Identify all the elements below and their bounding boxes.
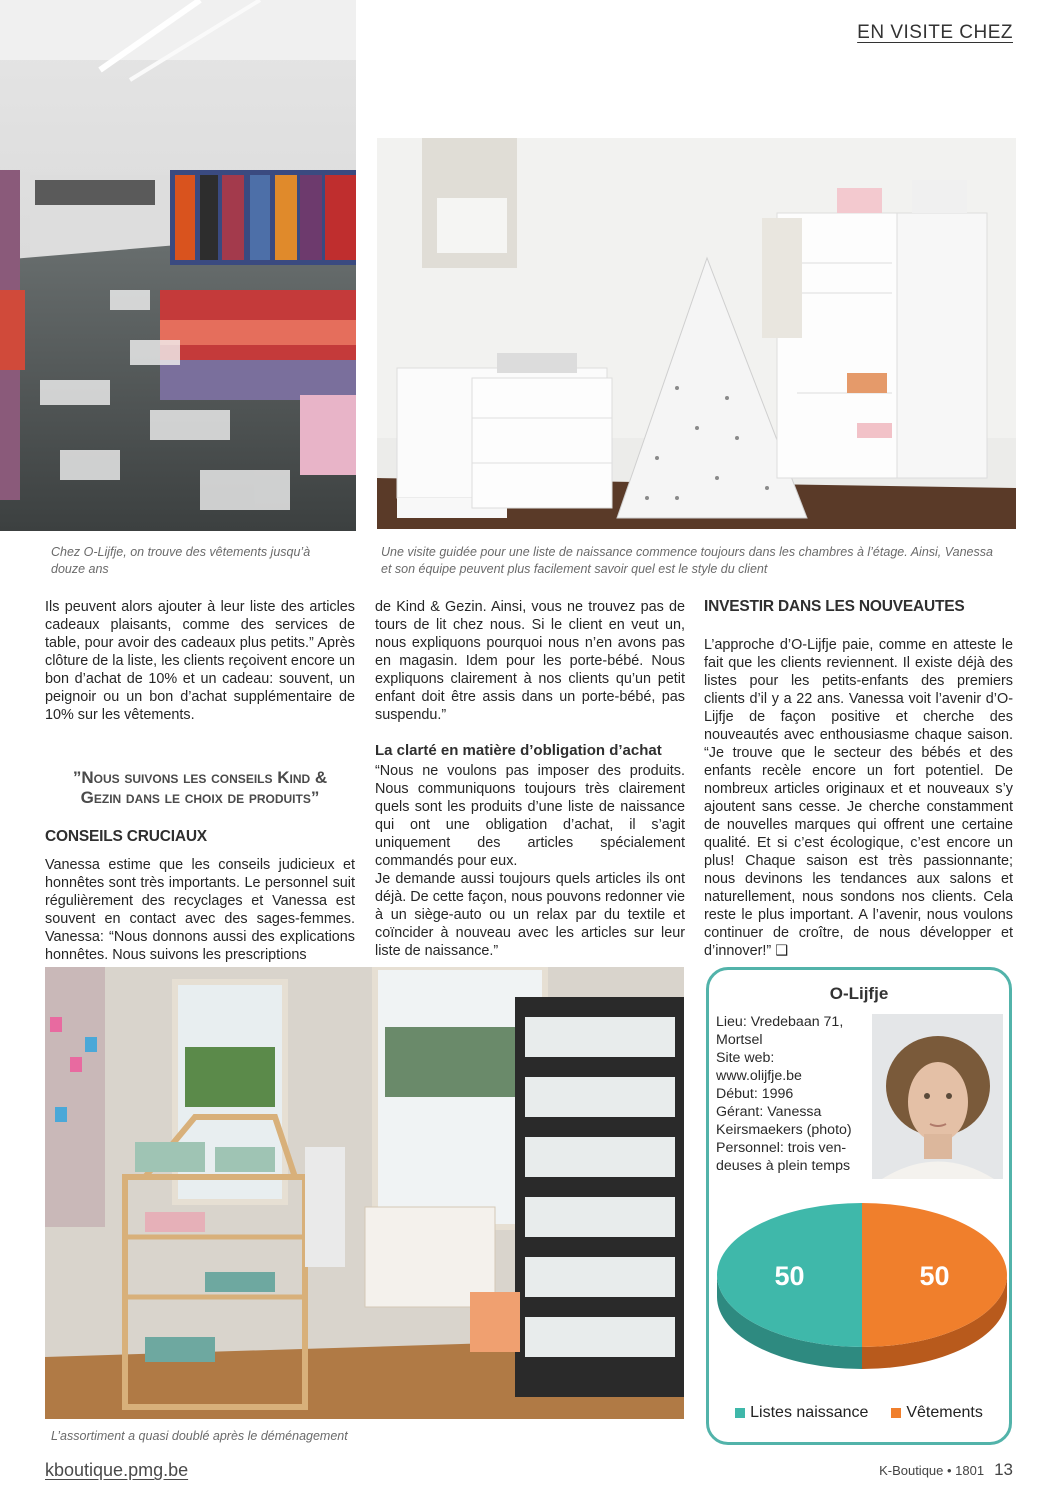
info-line: Gérant: Vanessa	[716, 1104, 822, 1120]
column-3	[704, 598, 1013, 960]
info-box-details	[716, 1013, 866, 1175]
info-box	[706, 967, 1012, 1445]
info-line: Lieu: Vredebaan 71,	[716, 1014, 844, 1030]
heading-investir: INVESTIR DANS LES NOUVEAUTES	[704, 598, 965, 615]
chart-legend	[709, 1404, 1009, 1422]
info-line: Site web:	[716, 1050, 775, 1066]
shop-caption: L’assortiment a quasi doublé après le déménagement	[51, 1429, 348, 1443]
legend-swatch-vetements	[891, 1408, 901, 1418]
pull-quote: ”Nous suivons les conseils Kind & Gezin dans le choix de produits”	[72, 768, 328, 807]
info-line: Début: 1996	[716, 1086, 794, 1102]
legend-label-vetements: Vêtements	[906, 1404, 983, 1421]
col2-paragraph-2: “Nous ne voulons pas imposer des produits. Nous communiquons toujours très clairement quels sont les produits d’une liste de naissance qui ont une obligation d’achat, il s’agit uniquement des articles spécialement commandés pour eux.	[375, 763, 685, 869]
footer-issue-label: K-Boutique • 1801	[879, 1463, 985, 1478]
nursery-photo	[377, 138, 1016, 529]
col1-paragraph-2: Vanessa estime que les conseils judicieux et honnêtes sont très importants. Le personnel suit régulièrement des recyclages et Vanessa est souvent en contact avec des sages-femmes. Vanessa: “Nous donnons aussi des explications honnêtes. Nous suivons les prescriptions	[45, 857, 355, 963]
shop-photo	[45, 967, 684, 1419]
column-2	[375, 598, 685, 960]
info-line: Mortsel	[716, 1032, 763, 1048]
section-label: EN VISITE CHEZ	[857, 22, 1013, 43]
info-box-title: O-Lijfje	[829, 984, 889, 1003]
info-line: deuses à plein temps	[716, 1158, 851, 1174]
legend-label-listes-naissance: Listes naissance	[750, 1404, 869, 1421]
nursery-caption: Une visite guidée pour une liste de naissance commence toujours dans les chambres à l’étage. Ainsi, Vanessa et son équipe peuvent plus facilement savoir quel est le style du client	[381, 545, 993, 576]
info-line: Keirsmaekers (photo)	[716, 1122, 852, 1138]
footer-issue	[879, 1460, 1013, 1480]
pie-label-vetements: 50	[919, 1261, 950, 1291]
col2-paragraph-1: de Kind & Gezin. Ainsi, vous ne trouvez pas de tours de lit chez nous. Si le client en veut un, nous expliquons pourquoi nous n’en avons pas en magasin. Idem pour les porte-bébé. Nous expliquons clairement à nos clients qu’un petit enfant doit être assis dans un porte-bébé, pas suspendu.”	[375, 599, 685, 723]
col3-text: L’approche d’O-Lijfje paie, comme en atteste le fait que les clients reviennent. Il existe déjà des listes pour les petits-enfants des premiers clients d’il y a 22 ans. Vanessa voit l’avenir d’O-Lijfje de façon positive et cherche des nouveautés avec enthousiasme chaque saison. “Je trouve que le secteur des bébés et des enfants recèle encore un fort potentiel. De nombreux articles originaux et et nouveaux s’y ajoutent sans cesse. Je cherche constamment de nouvelles marques qui offrent une certaine qualité. Et si c’est écologique, c’est encore un plus! Chaque saison est très passionnante; nous devinons les tendances aux salons et naturellement, nous sondons nos clients. Cela reste le plus important. A l’avenir, nous voulons continuer de croître, de nous développer et d’innover!”	[704, 637, 1013, 959]
manager-portrait	[872, 1014, 1003, 1179]
info-line: www.olijfje.be	[716, 1068, 802, 1084]
page-number: 13	[994, 1460, 1013, 1479]
footer-website: kboutique.pmg.be	[45, 1460, 189, 1480]
col3-paragraph-1	[704, 636, 1013, 960]
heading-conseils: CONSEILS CRUCIAUX	[45, 828, 207, 845]
pie-label-listes-naissance: 50	[774, 1261, 805, 1291]
store-photo	[0, 0, 356, 531]
subheading-clarte: La clarté en matière d’obligation d’achat	[375, 742, 662, 759]
store-caption: Chez O-Lijfje, on trouve des vêtements jusqu’à douze ans	[51, 545, 311, 576]
pie-chart	[709, 1200, 1015, 1430]
column-1	[45, 598, 355, 964]
col1-paragraph-1: Ils peuvent alors ajouter à leur liste des articles cadeaux plaisants, comme des services de table, pour avoir des cadeaux plus petits.” Après clôture de la liste, les clients reçoivent encore un bon d’achat de 10% et un cadeau: souvent, un peignoir ou un bon d’achat supplémentaire de 10% sur les vêtements.	[45, 599, 355, 723]
info-line: Personnel: trois ven-	[716, 1140, 847, 1156]
legend-swatch-listes-naissance	[735, 1408, 745, 1418]
end-mark-icon: ❑	[775, 943, 789, 959]
col2-paragraph-3: Je demande aussi toujours quels articles ils ont déjà. De cette façon, nous pouvons redonner vie à un siège-auto ou un relax par du textile et coïncider à nouveau avec les articles sur leur liste de naissance.”	[375, 871, 685, 959]
